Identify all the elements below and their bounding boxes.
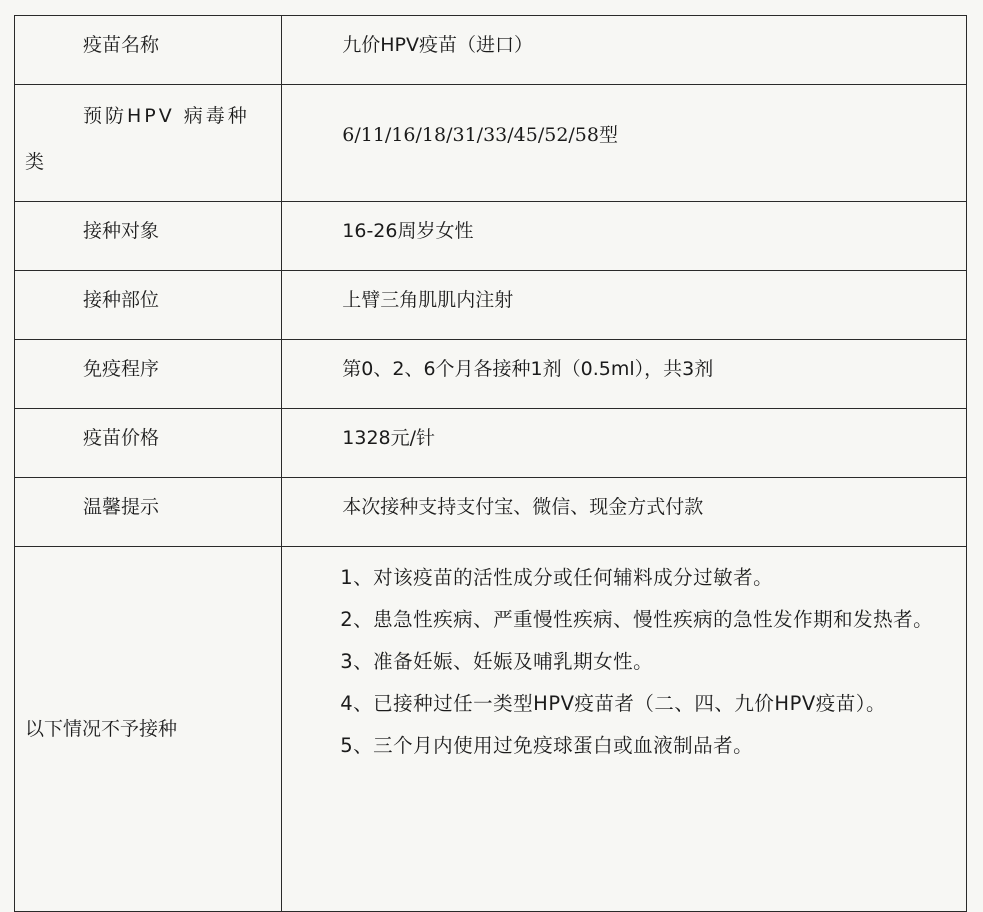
- table-row-price: [15, 409, 967, 478]
- hpv-types-label-line2: 类: [25, 151, 45, 173]
- row-label-cell: [15, 340, 282, 409]
- tip-label: 温馨提示: [83, 496, 160, 518]
- contraindication-item: 2、患急性疾病、严重慢性疾病、慢性疾病的急性发作期和发热者。: [340, 608, 934, 631]
- table-row-injection-site: [15, 271, 967, 340]
- contraindication-item: 1、对该疫苗的活性成分或任何辅料成分过敏者。: [340, 566, 774, 589]
- table-row-contraindications: [15, 547, 967, 912]
- row-label-cell: [15, 478, 282, 547]
- table-row-schedule: [15, 340, 967, 409]
- price-label: 疫苗价格: [83, 427, 160, 449]
- row-label-cell: [15, 271, 282, 340]
- row-label-cell: [15, 409, 282, 478]
- injection-site-value: 上臂三角肌肌内注射: [342, 289, 514, 311]
- row-value-cell: [282, 547, 967, 912]
- row-label-cell: [15, 16, 282, 85]
- contraindications-label: 以下情况不予接种: [25, 718, 178, 740]
- contraindication-item: 5、三个月内使用过免疫球蛋白或血液制品者。: [340, 734, 754, 757]
- contraindication-item: 4、已接种过任一类型HPV疫苗者（二、四、九价HPV疫苗）。: [340, 692, 886, 715]
- target-group-value: 16-26周岁女性: [342, 220, 474, 242]
- hpv-types-value: 6/11/16/18/31/33/45/52/58型: [342, 124, 618, 146]
- row-label-cell: [15, 547, 282, 912]
- target-group-label: 接种对象: [83, 220, 160, 242]
- schedule-value: 第0、2、6个月各接种1剂（0.5ml），共3剂: [342, 358, 714, 380]
- table-row-tip: [15, 478, 967, 547]
- row-value-cell: [282, 202, 967, 271]
- row-label-cell: [15, 202, 282, 271]
- price-value: 1328元/针: [342, 427, 436, 449]
- row-label-cell: [15, 85, 282, 202]
- vaccine-name-value: 九价HPV疫苗（进口）: [342, 34, 534, 56]
- tip-value: 本次接种支持支付宝、微信、现金方式付款: [342, 496, 704, 518]
- injection-site-label: 接种部位: [83, 289, 160, 311]
- table-row-vaccine-name: [15, 16, 967, 85]
- row-value-cell: [282, 340, 967, 409]
- row-value-cell: [282, 409, 967, 478]
- schedule-label: 免疫程序: [83, 358, 160, 380]
- row-value-cell: [282, 85, 967, 202]
- row-value-cell: [282, 16, 967, 85]
- table-row-hpv-types: [15, 85, 967, 202]
- contraindication-item: 3、准备妊娠、妊娠及哺乳期女性。: [340, 650, 654, 673]
- row-value-cell: [282, 478, 967, 547]
- vaccine-info-table: [14, 15, 967, 912]
- table-row-target-group: [15, 202, 967, 271]
- hpv-types-label-line1: 预防HPV 病毒种: [83, 105, 250, 127]
- vaccine-name-label: 疫苗名称: [83, 34, 160, 56]
- row-value-cell: [282, 271, 967, 340]
